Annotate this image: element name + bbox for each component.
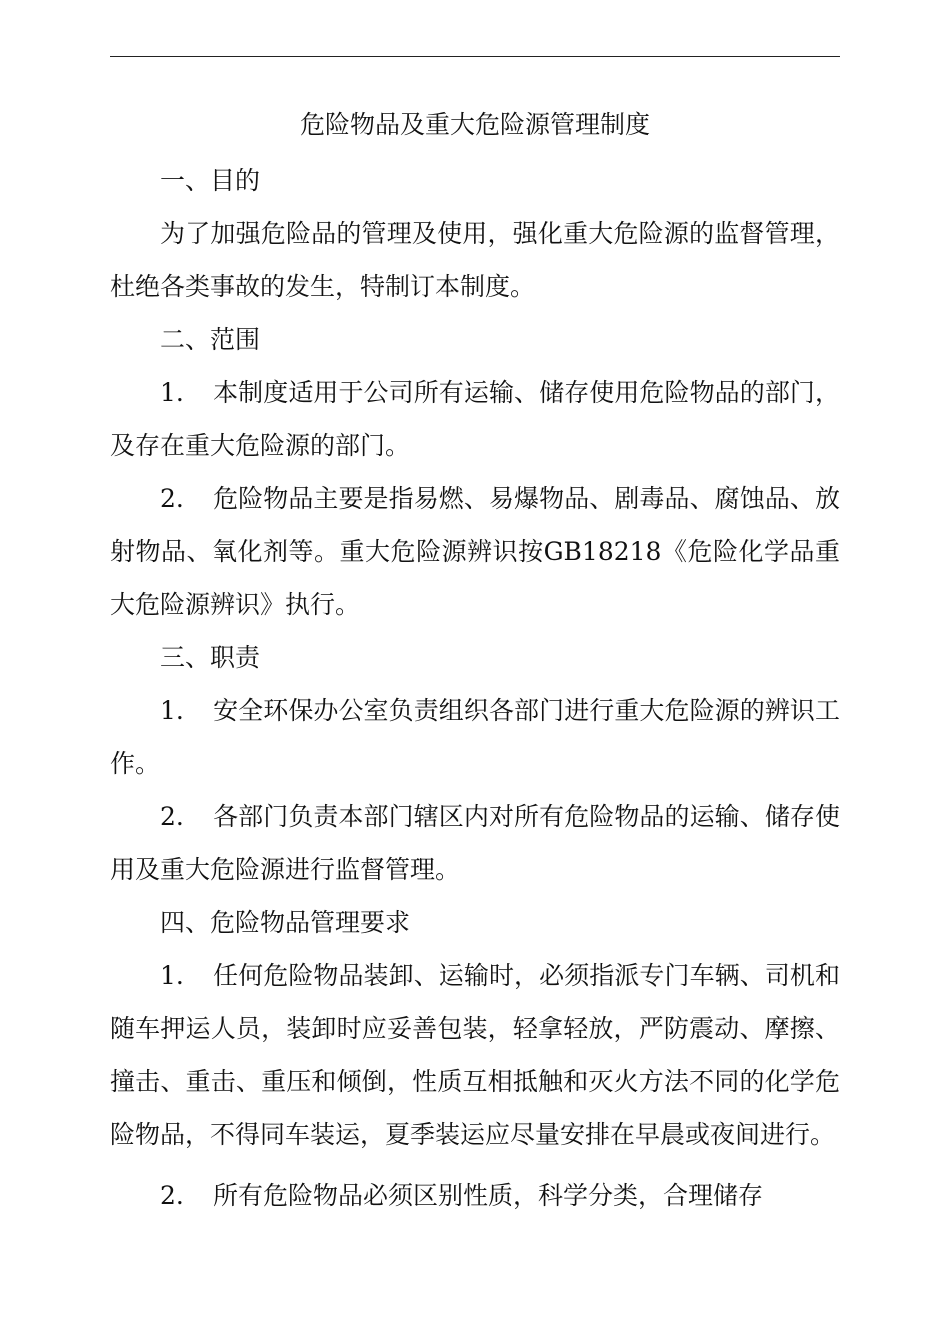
- responsibility-item-1: [110, 684, 840, 790]
- paragraph-text: 为了加强危险品的管理及使用，强化重大危险源的监督管理，杜绝各类事故的发生，特制订本制度。: [110, 219, 840, 301]
- document-body: [110, 96, 840, 1222]
- item-number: 2.: [160, 484, 184, 513]
- item-number: 2.: [160, 1181, 184, 1210]
- section-heading-responsibilities: 三、职责: [160, 643, 261, 672]
- scope-item-1: [110, 366, 840, 472]
- document-title: 危险物品及重大危险源管理制度: [299, 110, 650, 139]
- item-number: 1.: [160, 961, 184, 990]
- paragraph-text: 所有危险物品必须区别性质，科学分类，合理储存: [213, 1181, 764, 1210]
- scope-item-2: [110, 472, 840, 631]
- paragraph-text: 任何危险物品装卸、运输时，必须指派专门车辆、司机和随车押运人员，装卸时应妥善包装，轻拿轻放，严防震动、摩擦、撞击、重击、重压和倾倒，性质互相抵触和灭火方法不同的化学危险物品，不得同车装运，夏季装运应尽量安排在早晨或夜间进行。: [110, 961, 840, 1149]
- purpose-paragraph: [110, 207, 840, 313]
- paragraph-text: 危险物品主要是指易燃、易爆物品、剧毒品、腐蚀品、放射物品、氧化剂等。重大危险源辨识按GB18218《危险化学品重大危险源辨识》执行。: [110, 484, 840, 619]
- requirement-item-1: [110, 949, 840, 1161]
- requirement-item-2: [110, 1169, 840, 1222]
- responsibility-item-2: [110, 790, 840, 896]
- section-heading-scope: 二、范围: [160, 325, 261, 354]
- paragraph-text: 各部门负责本部门辖区内对所有危险物品的运输、储存使用及重大危险源进行监督管理。: [110, 802, 840, 884]
- section-heading-purpose: 一、目的: [160, 166, 261, 195]
- paragraph-text: 本制度适用于公司所有运输、储存使用危险物品的部门，及存在重大危险源的部门。: [110, 378, 840, 460]
- item-number: 1.: [160, 696, 184, 725]
- item-number: 1.: [160, 378, 184, 407]
- paragraph-text: 安全环保办公室负责组织各部门进行重大危险源的辨识工作。: [110, 696, 840, 778]
- item-number: 2.: [160, 802, 184, 831]
- section-heading-requirements: 四、危险物品管理要求: [160, 908, 411, 937]
- header-rule: [110, 56, 840, 57]
